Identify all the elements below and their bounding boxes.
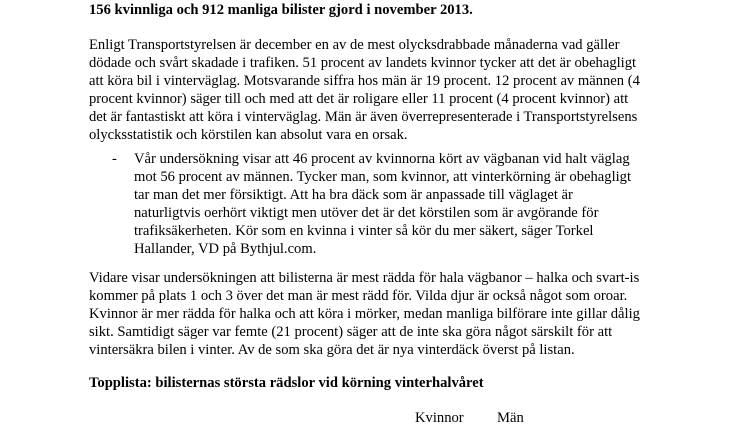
paragraph-line: dödade och svårt skadade i trafiken. 51 procent av landets kvinnor tycker att det är obehagligt xyxy=(89,55,637,71)
bullet-line: trafiksäkerheten. Kör som en kvinna i vinter så kör du mer säkert, säger Torkel xyxy=(134,223,594,239)
toplist-heading: Topplista: bilisternas största rädslor vid körning vinterhalvåret xyxy=(89,375,484,391)
bullet-line: tar man det mer försiktigt. Att ha bra däck som är anpassade till väglaget är xyxy=(134,187,573,203)
table-header-row xyxy=(89,409,709,427)
column-header-women: Kvinnor xyxy=(415,410,464,426)
paragraph-line: kommer på plats 1 och 3 över det man är mest rädd för. Vilda djur är också något som oroar. xyxy=(89,288,628,304)
bullet-marker: - xyxy=(112,151,117,167)
paragraph-line: vintersäkra bilen i vinter. Av de som ska göra det är nya vinterdäck överst på listan. xyxy=(89,342,575,358)
paragraph-line: det är fantastiskt att köra i vinterväglag. Män är även överrepresenterade i Transportstyrelsens xyxy=(89,109,638,125)
bullet-line: Hallander, VD på Bythjul.com. xyxy=(134,241,317,257)
column-header-men: Män xyxy=(497,410,524,426)
paragraph-line: Vidare visar undersökningen att bilisterna är mest rädda för hala vägbanor – halka och svart-is xyxy=(89,270,640,286)
paragraph-line: Enligt Transportstyrelsen är december en av de mest olycksdrabbade månaderna vad gäller xyxy=(89,37,620,53)
paragraph-line: procent kvinnor) säger till och med att det är roligare eller 11 procent (4 procent kvinnor) att xyxy=(89,91,629,107)
bullet-line: Vår undersökning visar att 46 procent av kvinnorna kört av vägbanan vid halt väglag xyxy=(134,151,630,167)
bullet-line: mot 56 procent av männen. Tycker man, som kvinnor, att vinterkörning är obehagligt xyxy=(134,169,632,185)
intro-summary: 156 kvinnliga och 912 manliga bilister gjord i november 2013. xyxy=(89,2,473,18)
paragraph-line: olycksstatistik och körstilen kan absolut vara en orsak. xyxy=(89,127,408,143)
bullet-line: naturligtvis oerhört viktigt men utöver det är det körstilen som är avgörande för xyxy=(134,205,599,221)
paragraph-line: att köra bil i vinterväglag. Motsvarande siffra hos män är 19 procent. 12 procent av männen (4 xyxy=(89,73,640,89)
paragraph-line: Kvinnor är mer rädda för halka och att köra i mörker, medan manliga bilförare inte gillar dålig xyxy=(89,306,640,322)
bullet-text xyxy=(134,150,631,258)
paragraph-line: sikt. Samtidigt säger var femte (21 procent) säger att de inte ska göra något särskilt för att xyxy=(89,324,613,340)
paragraph-fears xyxy=(89,269,640,359)
paragraph-statistics xyxy=(89,36,640,144)
